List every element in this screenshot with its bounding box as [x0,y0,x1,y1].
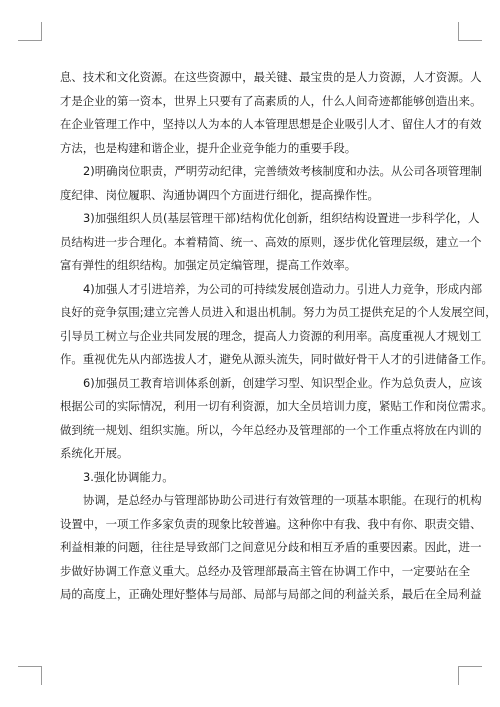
text-line: 员结构进一步合理化。本着精简、统一、高效的原则，逐步优化管理层级，建立一个 [60,234,482,249]
text-line: 度纪律、岗位履职、沟通协调四个方面进行细化，提高操作性。 [60,187,379,202]
paragraph-item-4 [60,278,497,372]
crop-mark-top-left-vertical [41,22,42,41]
text-line: 才是企业的第一资本，世界上只要有了高素质的人，什么人间奇迹都能够创造出来。 [60,93,482,108]
text-line: 局的高度上，正确处理好整体与局部、局部与局部之间的利益关系，最后在全局利益 [60,587,482,601]
text-line: 引导员工树立与企业共同发展的理念，提高人力资源的利用率。高度重视人才规划工 [60,328,482,343]
text-line: 协调，是总经办与管理部协助公司进行有效管理的一项基本职能。在现行的机构 [83,493,482,507]
document-body [60,66,497,607]
section-heading [60,466,447,490]
text-line: 做到统一规划、组织实施。所以，今年总经办及管理部的一个工作重点将放在内训的 [60,422,482,437]
crop-mark-top-right-horizontal [458,40,482,41]
text-line: 富有弹性的组织结构。加强定员定编管理，提高工作效率。 [60,258,357,272]
crop-mark-bottom-left-vertical [41,666,42,685]
paragraph-coordination [60,489,482,607]
text-line: 利益相兼的问题，往往是导致部门之间意见分歧和相互矛盾的重要因素。因此，进一 [60,540,482,554]
paragraph-item-6 [60,372,493,466]
text-line: 4)加强人才引进培养，为公司的可持续发展创造动力。引进人力竞争，形成内部 [83,281,482,296]
text-line: 设置中，一项工作多家负责的现象比较普遍。这种你中有我、我中有你、职责交错、 [60,516,482,531]
text-line: 方法，也是构建和谐企业，提升企业竞争能力的重要手段。 [60,140,357,155]
text-line: 步做好协调工作意义重大。总经办及管理部最高主管在协调工作中，一定要站在全 [60,563,471,578]
crop-mark-bottom-left-horizontal [18,666,42,667]
crop-mark-bottom-right-horizontal [458,666,482,667]
text-line: 系统化开展。 [60,446,129,460]
paragraph-item-3 [60,207,482,278]
text-line: 作。重视优先从内部选拔人才，避免从源头流失，同时做好骨干人才的引进储备工作。 [60,352,493,366]
text-line: 在企业管理工作中，坚持以人为本的人本管理思想是企业吸引人才、留住人才的有效 [60,117,482,131]
text-line: 2)明确岗位职责，严明劳动纪律，完善绩效考核制度和办法。从公司各项管理制 [83,164,482,178]
paragraph-item-2 [60,160,482,207]
text-line: 6)加强员工教育培训体系创新，创建学习型、知识型企业。作为总负责人，应该 [83,375,482,390]
text-line: 息、技术和文化资源。在这些资源中，最关键、最宝贵的是人力资源，人才资源。人 [60,70,482,84]
crop-mark-top-left-horizontal [18,40,42,41]
crop-mark-top-right-vertical [458,22,459,41]
text-line: 3)加强组织人员(基层管理干部)结构优化创新，组织结构设置进一步科学化，人 [83,211,480,225]
text-line: 根据公司的实际情况，利用一切有利资源，加大全员培训力度，紧贴工作和岗位需求。 [60,399,493,413]
text-line: 3.强化协调能力。 [83,469,174,484]
text-line: 良好的竞争氛围;建立完善人员进入和退出机制。努力为员工提供充足的个人发展空间， [60,305,497,319]
paragraph-human-resources [60,66,482,160]
crop-mark-bottom-right-vertical [458,666,459,685]
